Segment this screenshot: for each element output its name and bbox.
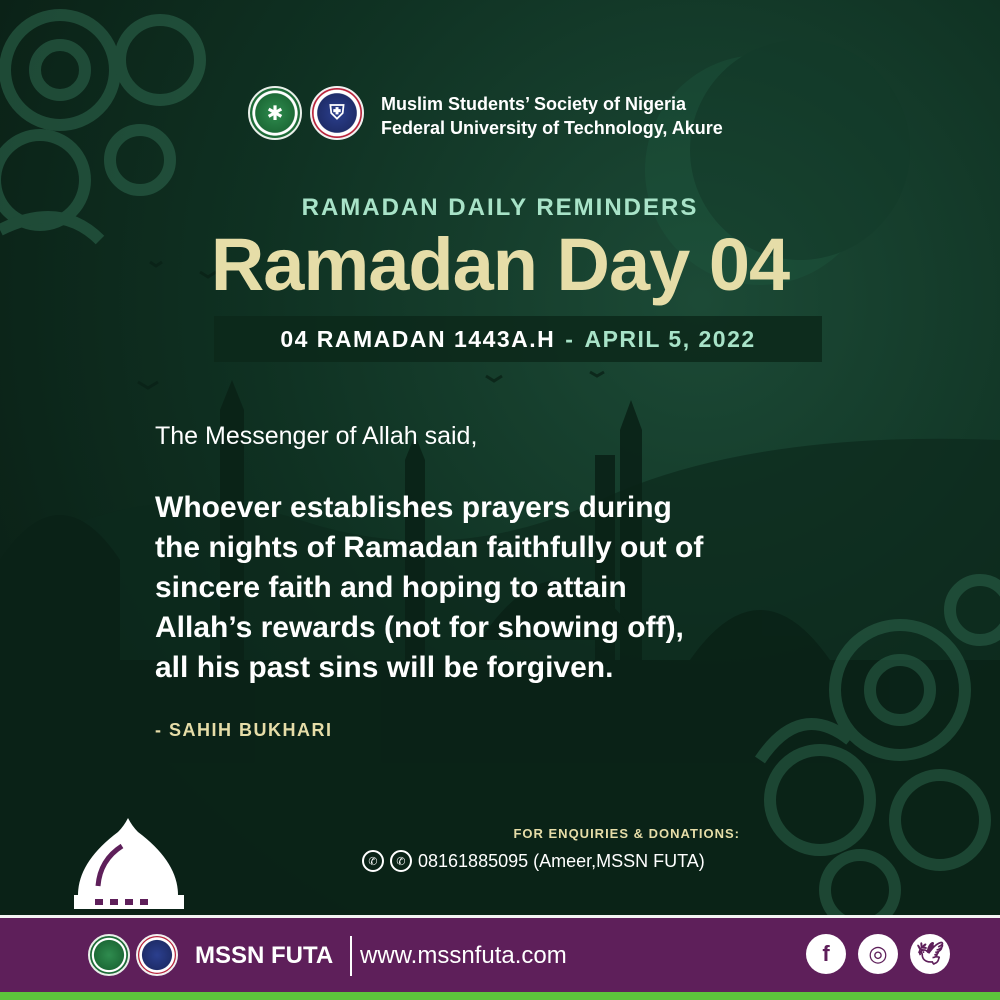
date-bar [214, 316, 822, 362]
date-separator: - [565, 325, 575, 352]
phone-icon: ✆ [362, 850, 384, 872]
footer-stripe [0, 992, 1000, 1000]
footer-brand: MSSN FUTA [195, 942, 334, 969]
hadith-source: - SAHIH BUKHARI [155, 720, 333, 740]
header-logos [248, 86, 364, 140]
hijri-date: 04 RAMADAN 1443A.H [280, 325, 556, 352]
footer-futa-logo [136, 934, 178, 976]
footer-separator [350, 936, 352, 976]
hadith-intro: The Messenger of Allah said, [155, 422, 478, 450]
hadith-line: Whoever establishes prayers during [155, 491, 672, 524]
hadith-line: sincere faith and hoping to attain [155, 571, 627, 604]
hadith-line: the nights of Ramadan faithfully out of [155, 531, 704, 564]
instagram-icon[interactable]: ◎ [858, 934, 898, 974]
facebook-icon[interactable]: f [806, 934, 846, 974]
series-label: RAMADAN DAILY REMINDERS [301, 194, 699, 221]
mssn-logo [248, 86, 302, 140]
footer-mssn-logo [88, 934, 130, 976]
contact-line [362, 850, 705, 872]
contact-phone[interactable]: 08161885095 (Ameer,MSSN FUTA) [418, 850, 705, 871]
org-name [381, 92, 723, 140]
org-name-line1: Muslim Students’ Society of Nigeria [381, 94, 687, 114]
org-name-line2: Federal University of Technology, Akure [381, 118, 723, 138]
shield-icon: ⛨ [329, 101, 345, 124]
page-title: Ramadan Day 04 [210, 223, 790, 306]
whatsapp-icon: ✆ [390, 850, 412, 872]
hadith-quote [155, 488, 855, 688]
footer-logos [88, 934, 178, 976]
twitter-icon[interactable]: 🕊 [910, 934, 950, 974]
website-link[interactable]: www.mssnfuta.com [360, 942, 567, 969]
social-links [806, 934, 950, 974]
hadith-line: Allah’s rewards (not for showing off), [155, 611, 684, 644]
enquiries-label: FOR ENQUIRIES & DONATIONS: [513, 826, 740, 841]
gregorian-date: APRIL 5, 2022 [584, 325, 756, 352]
star-icon: ✱ [266, 102, 284, 125]
hadith-line: all his past sins will be forgiven. [155, 651, 614, 684]
futa-logo [310, 86, 364, 140]
